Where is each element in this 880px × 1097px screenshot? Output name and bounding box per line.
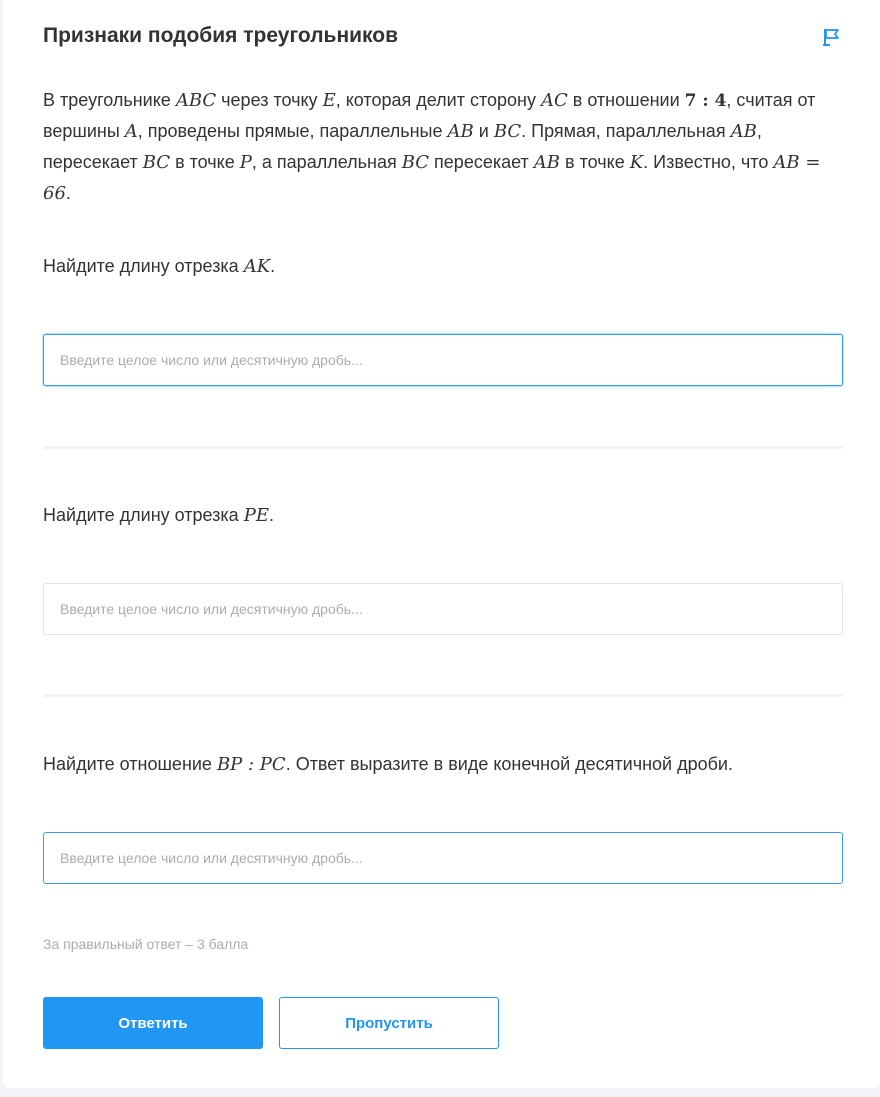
math-ratio: 7 : 4 bbox=[684, 91, 727, 111]
math-expression: E bbox=[322, 90, 336, 111]
math-expression: AC bbox=[540, 90, 568, 111]
math-expression: BC bbox=[142, 152, 171, 173]
task-title: Признаки подобия треугольников bbox=[43, 24, 399, 47]
question-math: PE bbox=[243, 505, 269, 526]
math-expression: AB bbox=[447, 121, 474, 142]
question-3: Найдите отношение BP : PC. Ответ выразите в виде конечной десятичной дроби. bbox=[43, 754, 733, 775]
answer-input-2[interactable] bbox=[43, 583, 843, 635]
answer-input-3[interactable] bbox=[43, 832, 843, 884]
divider bbox=[43, 694, 843, 697]
math-expression: ABC bbox=[175, 90, 217, 111]
points-info: За правильный ответ – 3 балла bbox=[43, 936, 249, 952]
question-1: Найдите длину отрезка AK. bbox=[43, 256, 276, 277]
math-expression: BC bbox=[401, 152, 430, 173]
submit-button[interactable]: Ответить bbox=[43, 997, 263, 1049]
problem-statement: В треугольнике ABC через точку E, которая делит сторону AC в отношении 7 : 4, считая от вершины A, проведены прямые, параллельные AB и BC. Прямая, параллельная AB, пересекает BC в точке P, а параллельная BC пересекает AB в точке K. Известно, что AB = 66. bbox=[43, 90, 821, 204]
divider bbox=[43, 446, 843, 449]
math-expression: BC bbox=[493, 121, 522, 142]
question-math: AK bbox=[243, 256, 271, 277]
task-card bbox=[3, 0, 880, 1088]
math-expression: AB bbox=[533, 152, 561, 173]
math-expression: A bbox=[124, 121, 138, 142]
question-math: BP : PC bbox=[216, 754, 286, 775]
math-expression: K bbox=[629, 152, 644, 173]
flag-icon[interactable] bbox=[821, 27, 843, 47]
answer-input-1[interactable] bbox=[43, 334, 843, 386]
skip-button[interactable]: Пропустить bbox=[279, 997, 499, 1049]
question-2: Найдите длину отрезка PE. bbox=[43, 505, 274, 526]
math-expression: AB = 66 bbox=[43, 152, 821, 204]
math-expression: AB bbox=[730, 121, 757, 142]
math-expression: P bbox=[239, 152, 252, 173]
